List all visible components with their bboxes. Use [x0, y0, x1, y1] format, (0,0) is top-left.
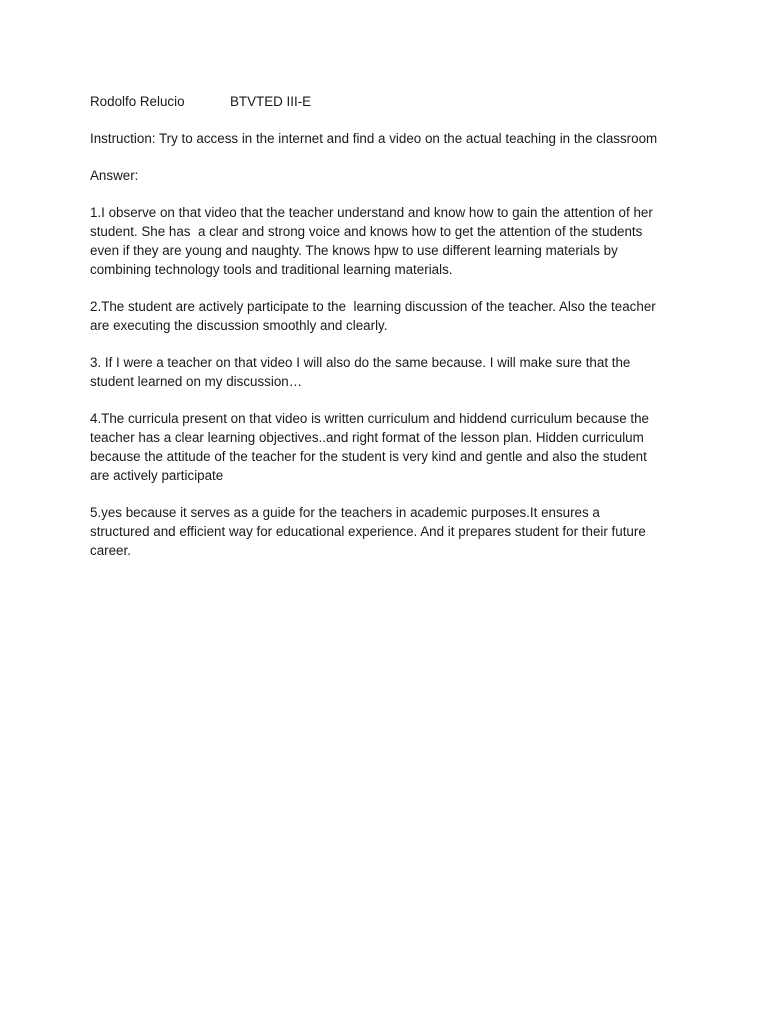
answer-5	[90, 503, 690, 560]
answer-line: 3. If I were a teacher on that video I will also do the same because. I will make sure that the	[90, 355, 631, 370]
answer-line: 2.The student are actively participate to the learning discussion of the teacher. Also the teacher	[90, 299, 656, 314]
answer-line: 5.yes because it serves as a guide for the teachers in academic purposes.It ensures a	[90, 505, 600, 520]
instruction-paragraph	[90, 129, 690, 148]
answer-line: are executing the discussion smoothly and clearly.	[90, 318, 388, 333]
answer-label-paragraph	[90, 166, 690, 185]
answer-line: student learned on my discussion…	[90, 374, 303, 389]
instruction-text: Instruction: Try to access in the internet and find a video on the actual teaching in the classroom	[90, 131, 658, 146]
answer-line: even if they are young and naughty. The knows hpw to use different learning materials by	[90, 243, 618, 258]
answer-3	[90, 353, 690, 391]
document-header	[90, 92, 690, 111]
answer-4	[90, 409, 690, 485]
answer-2	[90, 297, 690, 335]
answer-line: structured and efficient way for educational experience. And it prepares student for their future	[90, 524, 646, 539]
answer-line: 4.The curricula present on that video is written curriculum and hiddend curriculum because the	[90, 411, 649, 426]
document-body	[90, 92, 690, 578]
student-section: BTVTED III-E	[230, 94, 312, 109]
answer-line: 1.I observe on that video that the teacher understand and know how to gain the attention of her	[90, 205, 653, 220]
answer-line: career.	[90, 543, 131, 558]
answer-label: Answer:	[90, 168, 139, 183]
answer-line: are actively participate	[90, 468, 224, 483]
answer-line: combining technology tools and traditional learning materials.	[90, 262, 453, 277]
answer-1	[90, 203, 690, 279]
answer-line: student. She has a clear and strong voice and knows how to get the attention of the students	[90, 224, 643, 239]
answer-line: because the attitude of the teacher for the student is very kind and gentle and also the student	[90, 449, 647, 464]
student-name: Rodolfo Relucio	[90, 94, 185, 109]
answer-line: teacher has a clear learning objectives..and right format of the lesson plan. Hidden curriculum	[90, 430, 644, 445]
